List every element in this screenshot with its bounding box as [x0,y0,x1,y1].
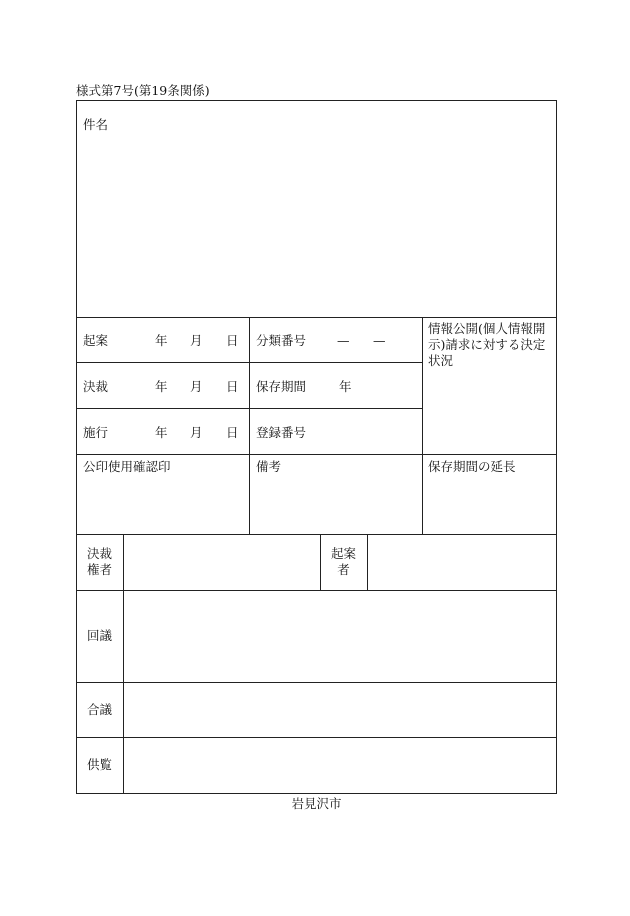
enforcement-label: 施行 [83,425,109,440]
approver-label-line2: 権者 [86,562,112,577]
divider [76,682,557,683]
approval-year-unit: 年 [155,379,168,394]
approver-label-line1: 決裁 [86,546,112,561]
divider [76,534,557,535]
divider [76,737,557,738]
disclosure-status-label: 情報公開(個人情報開示)請求に対する決定状況 [428,321,546,368]
divider [76,590,557,591]
form-number-header: 様式第7号(第19条関係) [76,83,210,98]
divider [249,317,250,534]
classification-dash-1: — [337,333,350,348]
divider [422,317,423,534]
approval-month-unit: 月 [190,379,203,394]
retention-extension-label: 保存期間の延長 [428,459,516,474]
drafter-label-line2: 者 [337,562,350,577]
form-frame [76,100,557,794]
draft-year-unit: 年 [155,333,168,348]
enforcement-year-unit: 年 [155,425,168,440]
subject-label: 件名 [83,117,109,132]
draft-month-unit: 月 [190,333,203,348]
registration-number-label: 登録番号 [256,425,307,440]
drafter-label-line1: 起案 [330,546,356,561]
divider [76,454,557,455]
city-name-footer: 岩見沢市 [291,796,342,811]
enforcement-month-unit: 月 [190,425,203,440]
enforcement-day-unit: 日 [226,425,239,440]
inspection-label: 供覧 [86,757,112,772]
retention-period-unit: 年 [339,379,352,394]
divider [76,317,557,318]
draft-label: 起案 [83,333,109,348]
approval-label: 決裁 [83,379,109,394]
remarks-label: 備考 [256,459,282,474]
draft-day-unit: 日 [226,333,239,348]
seal-confirmation-label: 公印使用確認印 [83,459,171,474]
consultation-label: 合議 [86,702,112,717]
classification-dash-2: — [373,333,386,348]
approver-label [76,546,123,578]
drafter-label [320,546,367,578]
divider [367,534,368,590]
approval-day-unit: 日 [226,379,239,394]
classification-number-label: 分類番号 [256,333,307,348]
retention-period-label: 保存期間 [256,379,307,394]
divider [123,534,124,794]
circulation-label: 回議 [86,628,112,643]
